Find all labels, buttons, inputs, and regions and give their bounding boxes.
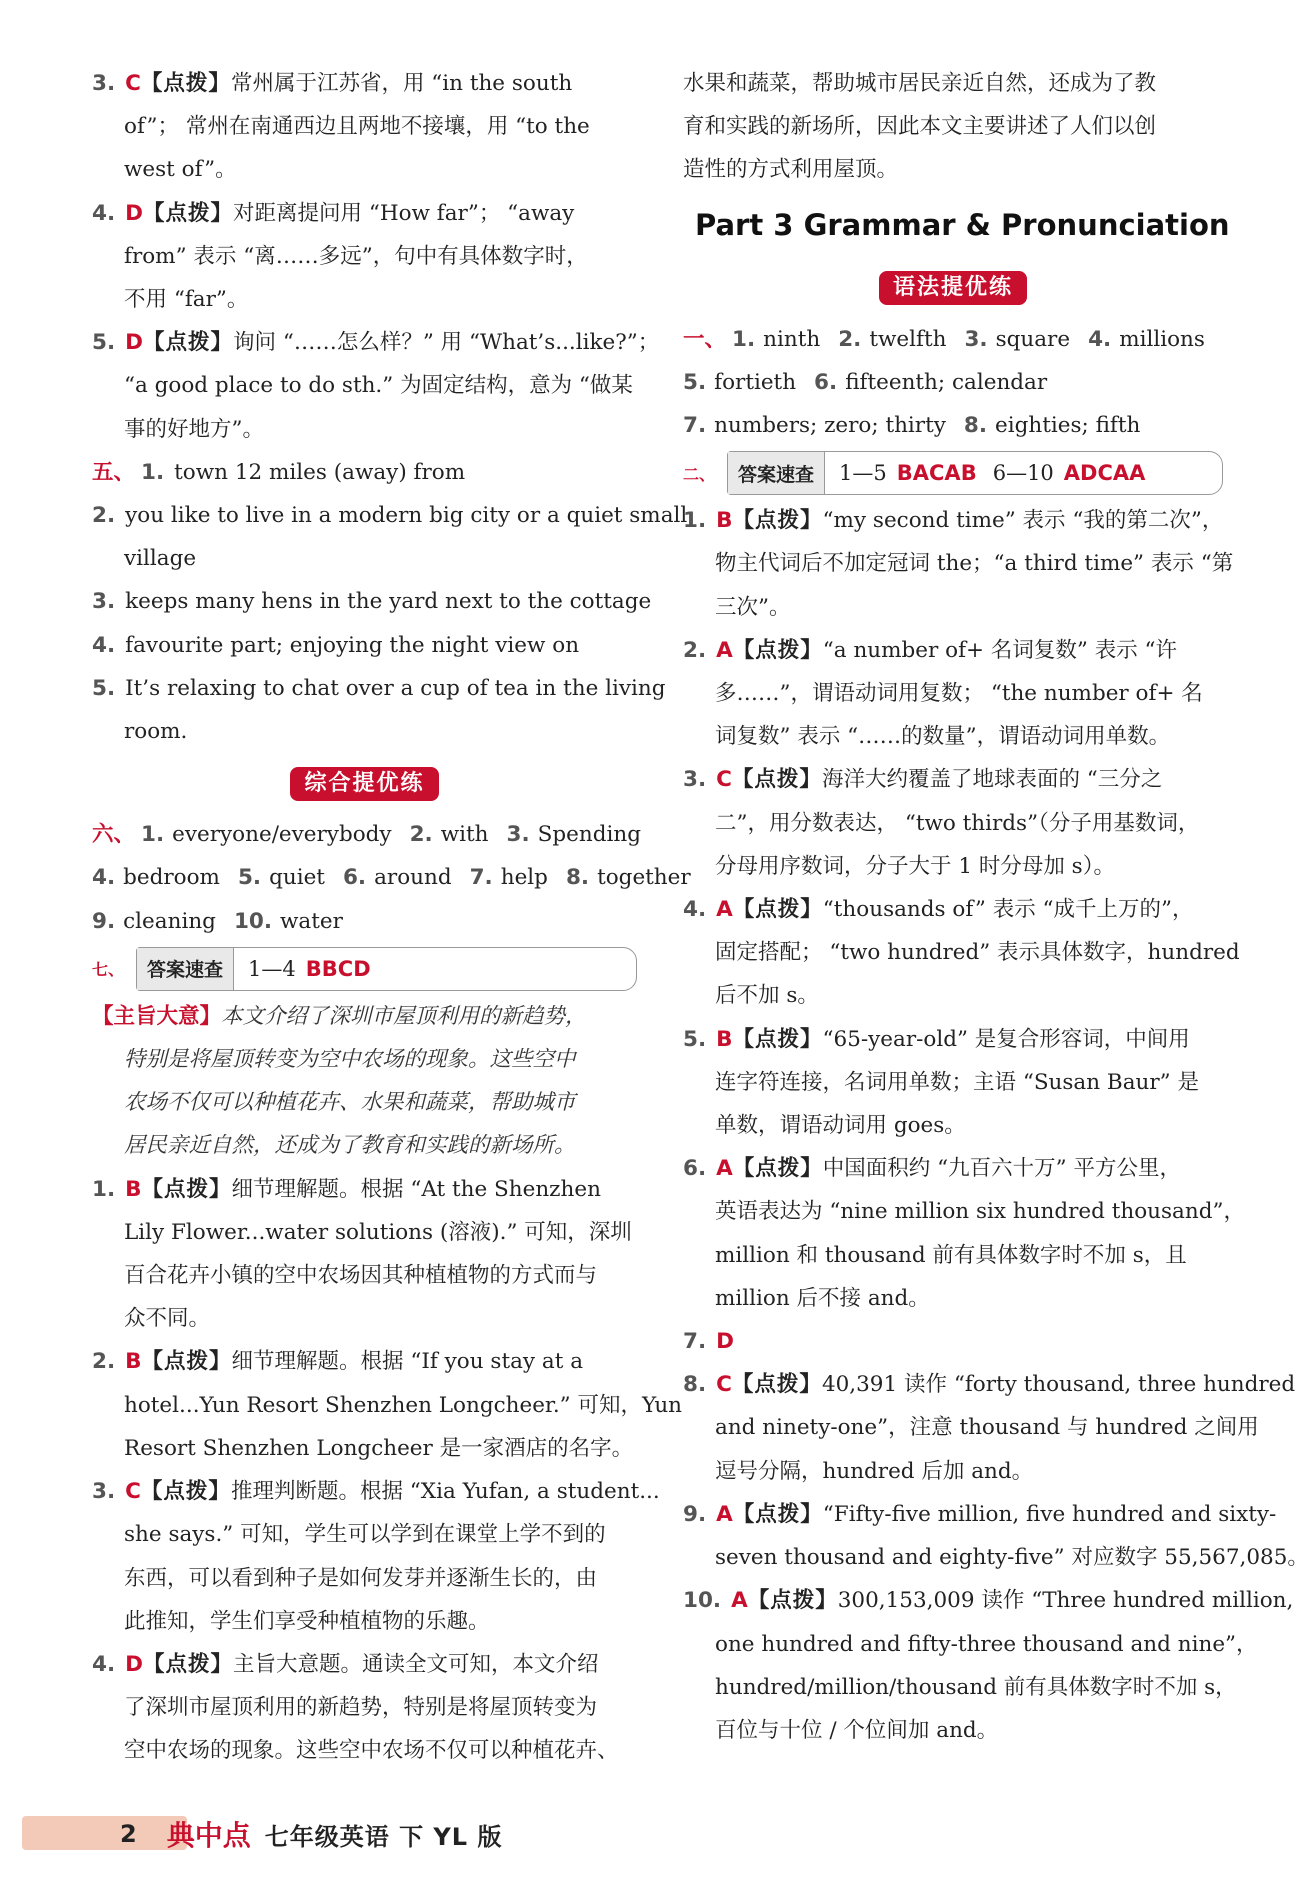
answer-line: [92, 278, 637, 321]
main-idea-text: 本文介绍了深圳市屋顶利用的新趋势，: [221, 1003, 587, 1029]
answer-line: [92, 1729, 637, 1772]
answer-line: [683, 1061, 1223, 1104]
answer-line: [92, 235, 637, 278]
answer-letter: C: [716, 1372, 732, 1398]
answer-text: 不用 “far”。: [124, 287, 249, 313]
tip-label: 【点拨】: [141, 1349, 232, 1375]
answer-text: together: [597, 865, 691, 891]
section-banner-wrap: [92, 757, 637, 809]
item-number: 4.: [92, 1651, 116, 1677]
quick-check-label: 答案速查: [728, 452, 825, 494]
answer-text: 百位与十位 / 个位间加 and。: [715, 1717, 999, 1743]
item-number: 5.: [683, 1026, 707, 1052]
answer-text: keeps many hens in the yard next to the cottage: [125, 589, 652, 615]
item-number: 4.: [92, 865, 116, 891]
answer-line: [683, 845, 1223, 888]
main-idea-tag: 【主旨大意】: [92, 1003, 222, 1029]
answer-letter: C: [125, 71, 141, 96]
answer-letter: B: [716, 508, 733, 534]
quick-check-range: 1—5: [839, 461, 887, 486]
item-number: 10.: [233, 908, 273, 934]
item-number: 9.: [92, 908, 116, 934]
tip-label: 【点拨】: [143, 330, 234, 356]
answer-line: [683, 1493, 1277, 1536]
answer-letter: B: [125, 1349, 142, 1375]
tip-label: 【点拨】: [731, 1372, 822, 1398]
section-label: 二、: [683, 464, 716, 484]
answer-line: [683, 148, 1223, 191]
item-number: 8.: [565, 865, 590, 891]
item-number: 2.: [92, 1349, 116, 1375]
tip-label: 【点拨】: [732, 637, 823, 663]
answer-line: [92, 62, 637, 105]
book-title: 七年级英语 下 YL 版: [264, 1822, 503, 1851]
answer-line: [683, 1277, 1223, 1320]
quick-check-answers: BBCD: [305, 956, 371, 981]
item-number: 2.: [409, 822, 433, 848]
answer-line: [92, 1470, 660, 1513]
answer-text: millions: [1119, 326, 1205, 352]
item-number: 4.: [683, 897, 707, 923]
brand-logo: 典中点: [166, 1819, 251, 1852]
answer-line: [92, 408, 637, 451]
answer-line: [92, 494, 688, 537]
item-number: 5.: [237, 865, 262, 891]
answer-text: hundred/million/thousand 前有具体数字时不加 s，: [715, 1674, 1237, 1700]
answer-text: 分母用序数词，分子大于 1 时分母加 s）。: [715, 853, 1115, 879]
answer-line: [683, 499, 1223, 542]
answer-line: [683, 629, 1223, 672]
answer-line: [683, 758, 1223, 801]
answer-text: one hundred and fifty-three thousand and nine”，: [715, 1631, 1258, 1657]
answer-line: [92, 1557, 637, 1600]
item-number: 3.: [92, 71, 116, 96]
answer-letter: D: [125, 1651, 143, 1677]
tip-label: 【点拨】: [732, 1156, 823, 1182]
answer-text: fifteenth; calendar: [845, 369, 1048, 395]
answer-line: [92, 148, 637, 191]
answer-text: Lily Flower...water solutions (溶液).” 可知，深圳: [124, 1219, 632, 1245]
tip-label: 【点拨】: [731, 767, 822, 793]
answer-text: you like to live in a modern big city or a quiet small: [125, 503, 688, 529]
answer-text: 后不加 s。: [715, 983, 819, 1009]
answer-text: and ninety-one”，注意 thousand 与 hundred 之间用: [715, 1415, 1259, 1441]
answer-letter: B: [125, 1176, 142, 1202]
item-number: 4.: [92, 632, 116, 658]
answer-text: hotel...Yun Resort Shenzhen Longcheer.” 可知，Yun: [124, 1392, 683, 1418]
answer-text: she says.” 可知，学生可以学到在课堂上学不到的: [124, 1522, 606, 1548]
item-number: 1.: [732, 326, 756, 352]
answer-text: 众不同。: [124, 1306, 211, 1332]
answer-row: [683, 361, 1223, 404]
answer-text: 英语表达为 “nine million six hundred thousand”，: [715, 1199, 1245, 1225]
item-number: 4.: [92, 200, 116, 226]
answer-text: cleaning: [123, 908, 216, 934]
tip-label: 【点拨】: [141, 1176, 232, 1202]
tip-label: 【点拨】: [747, 1588, 838, 1614]
answer-text: 东西，可以看到种子是如何发芽并逐渐生长的，由: [124, 1565, 598, 1591]
section-label: 一、: [683, 326, 727, 352]
main-idea-line: [92, 1081, 637, 1124]
answer-line: [683, 1320, 1223, 1363]
part-title: Part 3 Grammar & Pronunciation: [695, 207, 1230, 242]
answer-letter: C: [716, 767, 732, 793]
right-column: [683, 62, 1309, 1752]
answer-text: fortieth: [714, 369, 797, 395]
section-banner: 综合提优练: [290, 767, 438, 801]
answer-line: [92, 1384, 683, 1427]
answer-line: [683, 1234, 1223, 1277]
answer-row: [92, 900, 637, 943]
answer-text: 连字符连接，名词用单数；主语 “Susan Baur” 是: [715, 1069, 1200, 1095]
tip-label: 【点拨】: [140, 1479, 231, 1505]
quick-check-answers: BACAB: [896, 461, 977, 486]
answer-line: [92, 1297, 637, 1340]
main-idea-line: [92, 1124, 637, 1167]
item-number: 3.: [506, 822, 530, 848]
main-idea-text: 农场不仅可以种植花卉、水果和蔬菜，帮助城市: [124, 1090, 576, 1116]
section-banner-wrap: [683, 262, 1223, 314]
item-number: 2.: [683, 637, 707, 663]
answer-line: [683, 1190, 1245, 1233]
answer-line: [683, 105, 1223, 148]
answer-text: 主旨大意题。通读全文可知，本文介绍: [233, 1651, 599, 1677]
item-number: 3.: [92, 589, 116, 615]
item-number: 1.: [141, 822, 165, 848]
tip-label: 【点拨】: [732, 1501, 823, 1527]
answer-text: seven thousand and eighty-five” 对应数字 55,567,085。: [715, 1545, 1309, 1571]
answer-text: town 12 miles (away) from: [174, 459, 466, 485]
answer-line: [683, 1104, 1223, 1147]
answer-text: everyone/everybody: [172, 822, 392, 848]
quick-check-range: 1—4: [248, 956, 296, 981]
answer-text: 细节理解题。根据 “If you stay at a: [231, 1349, 584, 1375]
answer-text: of”； 常州在南通西边且两地不接壤，用 “to the: [124, 114, 590, 140]
answer-line: [92, 1340, 637, 1383]
quick-check-row: [683, 447, 1223, 499]
answer-text: 空中农场的现象。这些空中农场不仅可以种植花卉、: [124, 1738, 619, 1764]
answer-text: “Fifty-five million, five hundred and sixty-: [822, 1501, 1277, 1527]
answer-text: “a good place to do sth.” 为固定结构，意为 “做某: [124, 373, 633, 399]
section-label: 六、: [92, 822, 136, 848]
item-number: 2.: [92, 503, 116, 529]
answer-line: [683, 802, 1223, 845]
answer-line: [92, 1600, 637, 1643]
answer-line: [683, 1147, 1223, 1190]
answer-line: [92, 364, 637, 407]
answer-line: [683, 62, 1223, 105]
tip-label: 【点拨】: [143, 200, 234, 226]
main-idea-text: 特别是将屋顶转变为空中农场的现象。这些空中: [124, 1047, 576, 1073]
item-number: 1.: [683, 508, 707, 534]
answer-text: square: [995, 326, 1071, 352]
answer-text: 推理判断题。根据 “Xia Yufan, a student...: [230, 1479, 660, 1505]
answer-text: 物主代词后不加定冠词 the；“a third time” 表示 “第: [715, 551, 1234, 577]
answer-text: 中国面积约 “九百六十万” 平方公里，: [822, 1156, 1181, 1182]
answer-text: It’s relaxing to chat over a cup of tea in the living: [125, 675, 666, 701]
answer-text: twelfth: [869, 326, 947, 352]
answer-letter: A: [716, 637, 733, 663]
left-column: [92, 62, 691, 1773]
answer-line: [92, 1427, 637, 1470]
item-number: 8.: [683, 1372, 707, 1398]
answer-letter: A: [716, 1156, 733, 1182]
quick-check-box: [727, 451, 1223, 495]
answer-text: 多……”，谓语动词用复数； “the number of+ 名: [715, 681, 1203, 707]
item-number: 1.: [141, 459, 165, 485]
item-number: 7.: [469, 865, 493, 891]
answer-row: [92, 813, 641, 856]
answer-text: Spending: [537, 822, 641, 848]
main-idea-line: [92, 995, 637, 1038]
answer-text: 三次”。: [715, 594, 791, 620]
answer-text: quiet: [269, 865, 325, 891]
answer-text: 单数，谓语动词用 goes。: [715, 1113, 966, 1139]
quick-check-box: [136, 947, 637, 991]
tip-label: 【点拨】: [732, 897, 823, 923]
item-number: 5.: [683, 369, 707, 395]
answer-text: from” 表示 “离……多远”，句中有具体数字时，: [124, 243, 588, 269]
answer-text: room.: [124, 719, 188, 745]
answer-line: [92, 667, 666, 710]
answer-text: 造性的方式利用屋顶。: [683, 157, 899, 183]
tip-label: 【点拨】: [140, 71, 231, 96]
answer-text: 40,391 读作 “forty thousand, three hundred: [821, 1372, 1296, 1398]
page-number: 2: [120, 1820, 137, 1848]
answer-text: million 后不接 and。: [715, 1285, 930, 1311]
quick-check-range: 6—10: [992, 461, 1054, 486]
item-number: 2.: [838, 326, 862, 352]
answer-letter: D: [125, 200, 143, 226]
answer-line: [683, 1406, 1259, 1449]
answer-letter: C: [125, 1479, 141, 1505]
answer-line: [683, 542, 1234, 585]
answer-line: [683, 1666, 1237, 1709]
answer-text: eighties; fifth: [995, 413, 1141, 439]
item-number: 6.: [683, 1156, 707, 1182]
item-number: 9.: [683, 1501, 707, 1527]
answer-text: numbers; zero; thirty: [714, 413, 946, 439]
item-number: 6.: [342, 865, 367, 891]
answer-text: 了深圳市屋顶利用的新趋势，特别是将屋顶转变为: [124, 1695, 598, 1721]
item-number: 3.: [92, 1479, 116, 1505]
answer-text: Resort Shenzhen Longcheer 是一家酒店的名字。: [124, 1435, 634, 1461]
answer-line: [683, 586, 1223, 629]
answer-letter: A: [716, 897, 733, 923]
answer-line: [92, 192, 637, 235]
item-number: 3.: [683, 767, 707, 793]
section-label: 七、: [92, 960, 125, 980]
answer-line: [683, 1450, 1223, 1493]
item-number: 3.: [964, 326, 988, 352]
item-number: 10.: [683, 1588, 722, 1614]
answer-text: 300,153,009 读作 “Three hundred million,: [837, 1588, 1294, 1614]
answer-letter: A: [716, 1501, 733, 1527]
answer-line: [92, 1168, 637, 1211]
answer-text: village: [124, 546, 197, 572]
answer-line: [683, 1579, 1294, 1622]
answer-line: [92, 710, 637, 753]
answer-text: help: [500, 865, 548, 891]
page-footer: [22, 1810, 622, 1858]
answer-line: [92, 1643, 637, 1686]
main-idea-text: 居民亲近自然，还成为了教育和实践的新场所。: [124, 1133, 576, 1159]
answer-line: [92, 537, 637, 580]
tip-label: 【点拨】: [732, 1026, 823, 1052]
answer-text: west of”。: [124, 157, 237, 183]
answer-text: bedroom: [123, 865, 220, 891]
answer-line: [683, 715, 1223, 758]
tip-label: 【点拨】: [732, 508, 823, 534]
answer-text: 对距离提问用 “How far”； “away: [233, 200, 575, 226]
footer-bar: [22, 1816, 187, 1850]
answer-line: [683, 974, 1223, 1017]
item-number: 1.: [92, 1176, 116, 1202]
answer-text: around: [374, 865, 452, 891]
answer-text: 水果和蔬菜，帮助城市居民亲近自然，还成为了教: [683, 71, 1157, 96]
answer-line: [683, 931, 1240, 974]
answer-text: 逗号分隔，hundred 后加 and。: [715, 1458, 1034, 1484]
tip-label: 【点拨】: [143, 1651, 234, 1677]
answer-line: [92, 451, 637, 494]
answer-text: 二”，用分数表达， “two thirds”（分子用基数词，: [715, 810, 1200, 836]
answer-line: [683, 1363, 1296, 1406]
answer-text: 询问 “……怎么样？” 用 “What’s...like?”；: [233, 330, 660, 356]
answer-text: with: [440, 822, 489, 848]
answer-line: [92, 1686, 637, 1729]
item-number: 7.: [683, 1329, 707, 1355]
item-number: 6.: [814, 369, 838, 395]
answer-letter: D: [125, 330, 143, 356]
answer-line: [683, 1709, 1223, 1752]
section-label: 五、: [92, 459, 136, 485]
answer-text: 常州属于江苏省，用 “in the south: [230, 71, 573, 96]
answer-text: water: [280, 908, 343, 934]
answer-text: ninth: [763, 326, 821, 352]
answer-line: [683, 1623, 1258, 1666]
answer-text: 细节理解题。根据 “At the Shenzhen: [231, 1176, 601, 1202]
answer-line: [92, 580, 652, 623]
answer-line: [92, 105, 637, 148]
answer-text: 此推知，学生们享受种植植物的乐趣。: [124, 1608, 490, 1634]
answer-text: 词复数” 表示 “……的数量”，谓语动词用单数。: [715, 724, 1171, 750]
item-number: 4.: [1088, 326, 1112, 352]
answer-line: [92, 1254, 637, 1297]
answer-line: [92, 1513, 637, 1556]
answer-text: “a number of+ 名词复数” 表示 “许: [822, 637, 1178, 663]
answer-text: 百合花卉小镇的空中农场因其种植植物的方式而与: [124, 1263, 598, 1289]
item-number: 5.: [92, 330, 116, 356]
answer-text: “my second time” 表示 “我的第二次”，: [822, 508, 1224, 534]
quick-check-label: 答案速查: [137, 948, 234, 990]
answer-line: [683, 1536, 1309, 1579]
answer-line: [683, 1018, 1223, 1061]
answer-text: 育和实践的新场所，因此本文主要讲述了人们以创: [683, 114, 1157, 140]
answer-text: “thousands of” 表示 “成千上万的”，: [822, 897, 1194, 923]
answer-row: [92, 856, 691, 899]
answer-line: [92, 1211, 637, 1254]
quick-check-answers: ADCAA: [1063, 461, 1146, 486]
answer-text: 固定搭配； “two hundred” 表示具体数字，hundred: [715, 940, 1240, 966]
section-banner: 语法提优练: [879, 271, 1027, 305]
item-number: 5.: [92, 675, 116, 701]
answer-letter: D: [716, 1329, 734, 1355]
answer-line: [92, 321, 660, 364]
main-idea-line: [92, 1038, 637, 1081]
quick-check-row: [92, 943, 637, 995]
answer-text: million 和 thousand 前有具体数字时不加 s，且: [715, 1242, 1187, 1268]
answer-line: [92, 624, 637, 667]
answer-row: [683, 318, 1223, 361]
answer-line: [683, 888, 1223, 931]
answer-row: [683, 404, 1223, 447]
answer-text: 海洋大约覆盖了地球表面的 “三分之: [821, 767, 1163, 793]
answer-letter: A: [731, 1588, 748, 1614]
answer-text: favourite part; enjoying the night view on: [125, 632, 580, 658]
answer-line: [683, 672, 1223, 715]
item-number: 8.: [963, 413, 988, 439]
answer-text: “65-year-old” 是复合形容词，中间用: [822, 1026, 1190, 1052]
item-number: 7.: [683, 413, 707, 439]
answer-letter: B: [716, 1026, 733, 1052]
answer-text: 事的好地方”。: [124, 416, 264, 442]
